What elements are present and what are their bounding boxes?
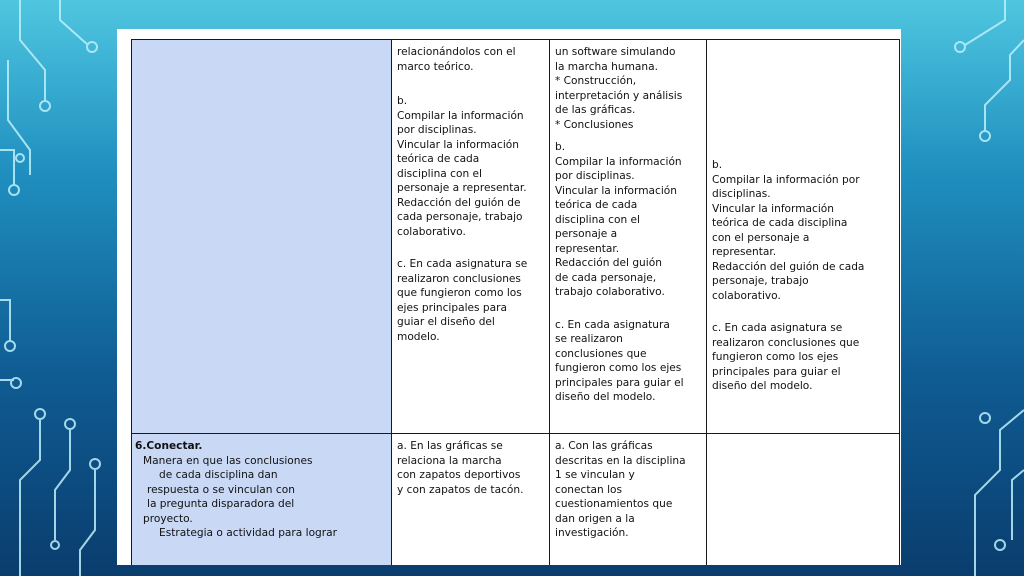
stage-line: Manera en que las conclusiones: [143, 454, 313, 467]
cell-text: relacionándolos con el marco teórico.: [397, 46, 516, 73]
stage-line: de cada disciplina dan: [159, 469, 278, 481]
stage-label-cell: [132, 434, 392, 566]
stage-description: [137, 454, 387, 541]
stage-title: 6.Conectar.: [135, 440, 203, 452]
cell-text: c. En cada asignatura se realizaron conclusiones que fungieron como los ejes principales para guiar el diseño del modelo.: [712, 322, 860, 392]
stage-line: proyecto.: [143, 512, 193, 525]
cell-text: b. Compilar la información por disciplinas. Vincular la información teórica de cada disciplina con el personaje a representar. Redacción del guión de cada personaje, trabajo colaborativo.: [555, 141, 682, 298]
table-cell: [550, 40, 707, 434]
table-row: [132, 434, 900, 566]
stage-line: Estrategia o actividad para lograr: [159, 527, 337, 539]
table-cell: [550, 434, 707, 566]
cell-text: b. Compilar la información por disciplinas. Vincular la información teórica de cada disciplina con el personaje a representar. Redacción del guión de cada personaje, trabajo colaborativo.: [712, 159, 865, 302]
planning-table: [131, 39, 900, 565]
table-row: [132, 40, 900, 434]
table-cell: [392, 40, 550, 434]
cell-text: b. Compilar la información por disciplinas. Vincular la información teórica de cada disciplina con el personaje a representar. Redacción del guión de cada personaje, trabajo colaborativo.: [397, 95, 527, 238]
stage-line: la pregunta disparadora del: [147, 498, 295, 510]
circuit-decoration-left: [0, 0, 120, 576]
stage-line: respuesta o se vinculan con: [147, 483, 295, 496]
cell-text: [712, 45, 895, 138]
slide-content-card: [117, 29, 901, 565]
cell-text: un software simulando la marcha humana. * Construcción, interpretación y análisis de las gráficas. * Conclusiones: [555, 46, 683, 131]
cell-text: c. En cada asignatura se realizaron conclusiones que fungieron como los ejes principales para guiar el diseño del modelo.: [397, 258, 528, 343]
table-cell: [707, 40, 900, 434]
table-cell: [392, 434, 550, 566]
cell-text: a. Con las gráficas descritas en la disciplina 1 se vinculan y conectan los cuestionamientos que dan origen a la investigación.: [555, 440, 686, 539]
table-cell: [707, 434, 900, 566]
cell-text: c. En cada asignatura se realizaron conclusiones que fungieron como los ejes principales para guiar el diseño del modelo.: [555, 318, 684, 403]
stage-label-cell: [132, 40, 392, 434]
cell-text: a. En las gráficas se relaciona la marcha con zapatos deportivos y con zapatos de tacón.: [397, 440, 524, 496]
